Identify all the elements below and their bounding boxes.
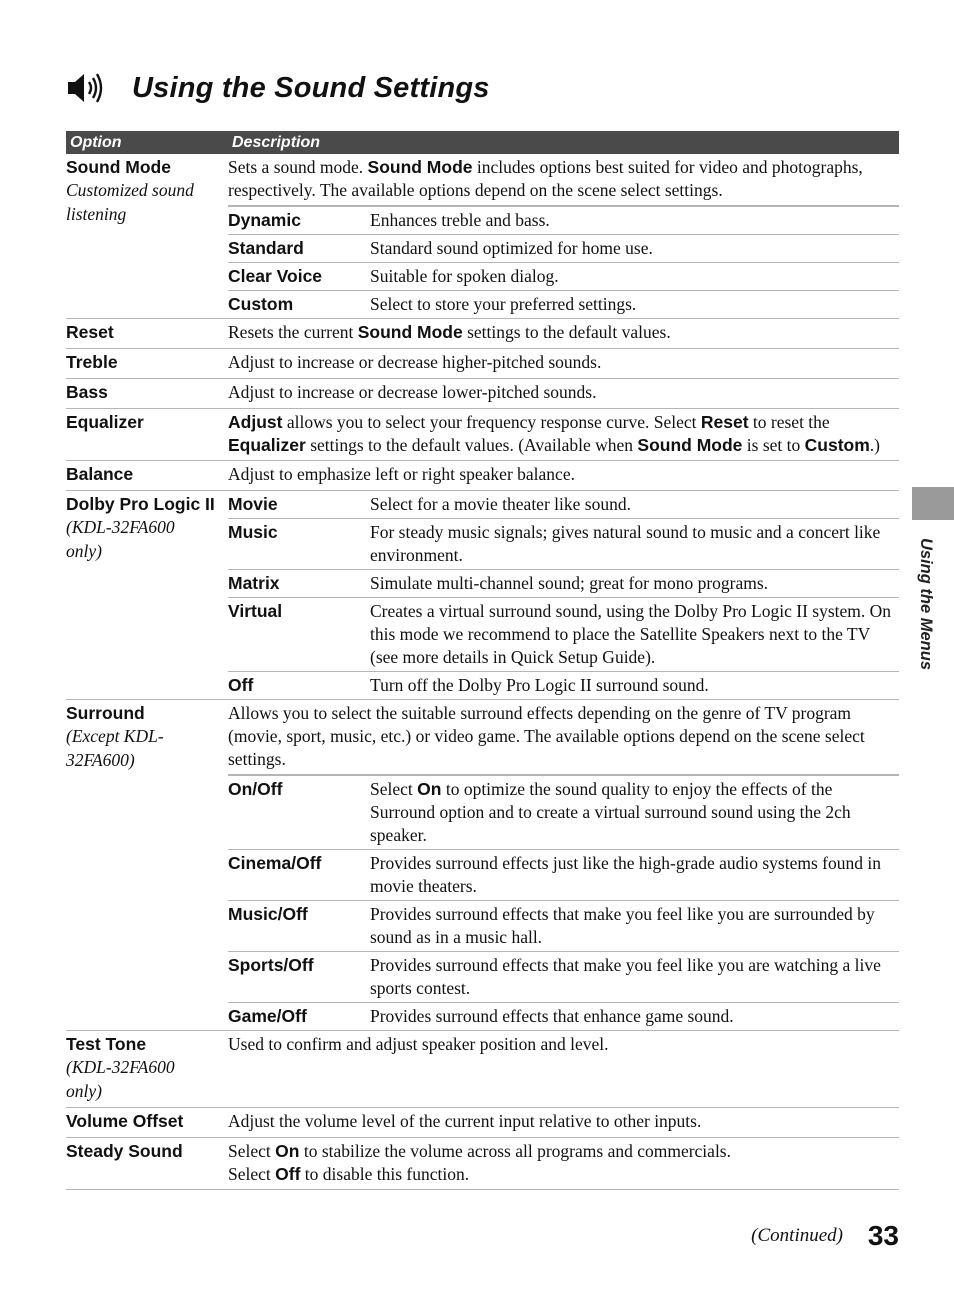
option-description: Adjust to emphasize left or right speaker balance. <box>228 464 575 484</box>
option-description: Adjust the volume level of the current input relative to other inputs. <box>228 1111 702 1131</box>
page-number: 33 <box>867 1220 899 1251</box>
option-description: Adjust to increase or decrease lower-pitched sounds. <box>228 382 597 402</box>
suboption-row: Sports/Off Provides surround effects that make you feel like you are watching a live sports contest. <box>228 951 899 1002</box>
table-row-volume-offset <box>66 1108 899 1138</box>
table-row-surround <box>66 700 899 1031</box>
option-label: Treble <box>66 352 118 372</box>
page-header <box>66 66 490 110</box>
suboption-row: Off Turn off the Dolby Pro Logic II surround sound. <box>228 671 899 699</box>
suboption-row: Music For steady music signals; gives natural sound to music and a concert like environment. <box>228 518 899 569</box>
table-row-steady-sound <box>66 1138 899 1190</box>
suboption-row: Game/Off Provides surround effects that enhance game sound. <box>228 1002 899 1030</box>
suboption-row: Music/Off Provides surround effects that make you feel like you are surrounded by sound as in a music hall. <box>228 900 899 951</box>
suboption-row: Virtual Creates a virtual surround sound, using the Dolby Pro Logic II system. On this mode we recommend to place the Satellite Speakers next to the TV (see more details in Quick Setup Guide). <box>228 597 899 671</box>
table-header <box>66 131 899 154</box>
option-label: Steady Sound <box>66 1141 183 1161</box>
table-row-dolby-pro-logic <box>66 491 899 700</box>
option-description: Adjust allows you to select your frequency response curve. Select Reset to reset the Equalizer settings to the default values. (Available when Sound Mode is set to Custom.) <box>228 412 880 455</box>
option-description: Adjust to increase or decrease higher-pitched sounds. <box>228 352 602 372</box>
table-row-equalizer <box>66 409 899 461</box>
option-description: Resets the current Sound Mode settings to the default values. <box>228 322 671 342</box>
option-label: Equalizer <box>66 412 144 432</box>
suboption-row: On/Off Select On to optimize the sound quality to enjoy the effects of the Surround option and to create a virtual surround sound using the 2ch speaker. <box>228 775 899 849</box>
option-label: Sound Mode <box>66 157 171 177</box>
suboption-row: Standard Standard sound optimized for home use. <box>228 234 899 262</box>
suboption-row: Movie Select for a movie theater like sound. <box>228 494 631 514</box>
table-row-balance <box>66 461 899 491</box>
option-note: Customized sound listening <box>66 180 194 224</box>
section-side-label: Using the Menus <box>917 538 935 671</box>
option-label: Bass <box>66 382 108 402</box>
option-description: Used to confirm and adjust speaker position and level. <box>228 1034 609 1054</box>
option-label: Volume Offset <box>66 1111 184 1131</box>
option-note: (KDL-32FA600 only) <box>66 1057 175 1101</box>
option-label: Reset <box>66 322 114 342</box>
section-tab-marker <box>912 487 954 520</box>
sound-settings-table <box>66 131 899 1190</box>
option-note: (KDL-32FA600 only) <box>66 517 175 561</box>
option-description: Sets a sound mode. Sound Mode includes options best suited for video and photographs, respectively. The available options depend on the scene select settings. <box>228 154 899 206</box>
table-row-bass <box>66 379 899 409</box>
option-description: Allows you to select the suitable surround effects depending on the genre of TV program (movie, sport, music, etc.) or video game. The available options depend on the scene select settings. <box>228 700 899 775</box>
speaker-icon <box>66 68 106 108</box>
continued-note: (Continued) <box>751 1225 843 1246</box>
page-title: Using the Sound Settings <box>132 71 490 104</box>
table-row-treble <box>66 349 899 379</box>
option-label: Balance <box>66 464 134 484</box>
suboption-row: Cinema/Off Provides surround effects just like the high-grade audio systems found in movie theaters. <box>228 849 899 900</box>
table-row-sound-mode <box>66 154 899 319</box>
suboption-row: Clear Voice Suitable for spoken dialog. <box>228 262 899 290</box>
suboption-row: Dynamic Enhances treble and bass. <box>228 206 899 234</box>
option-note: (Except KDL-32FA600) <box>66 726 164 770</box>
option-label: Test Tone <box>66 1034 147 1054</box>
column-header-option: Option <box>70 133 122 151</box>
table-row-test-tone <box>66 1031 899 1108</box>
suboption-row: Matrix Simulate multi-channel sound; great for mono programs. <box>228 569 899 597</box>
column-header-description: Description <box>232 133 321 151</box>
option-label: Dolby Pro Logic II <box>66 494 215 514</box>
suboption-row: Custom Select to store your preferred settings. <box>228 290 899 318</box>
option-description: Select On to stabilize the volume across all programs and commercials. Select Off to disable this function. <box>228 1141 731 1184</box>
option-label: Surround <box>66 703 145 723</box>
table-row-reset <box>66 319 899 349</box>
